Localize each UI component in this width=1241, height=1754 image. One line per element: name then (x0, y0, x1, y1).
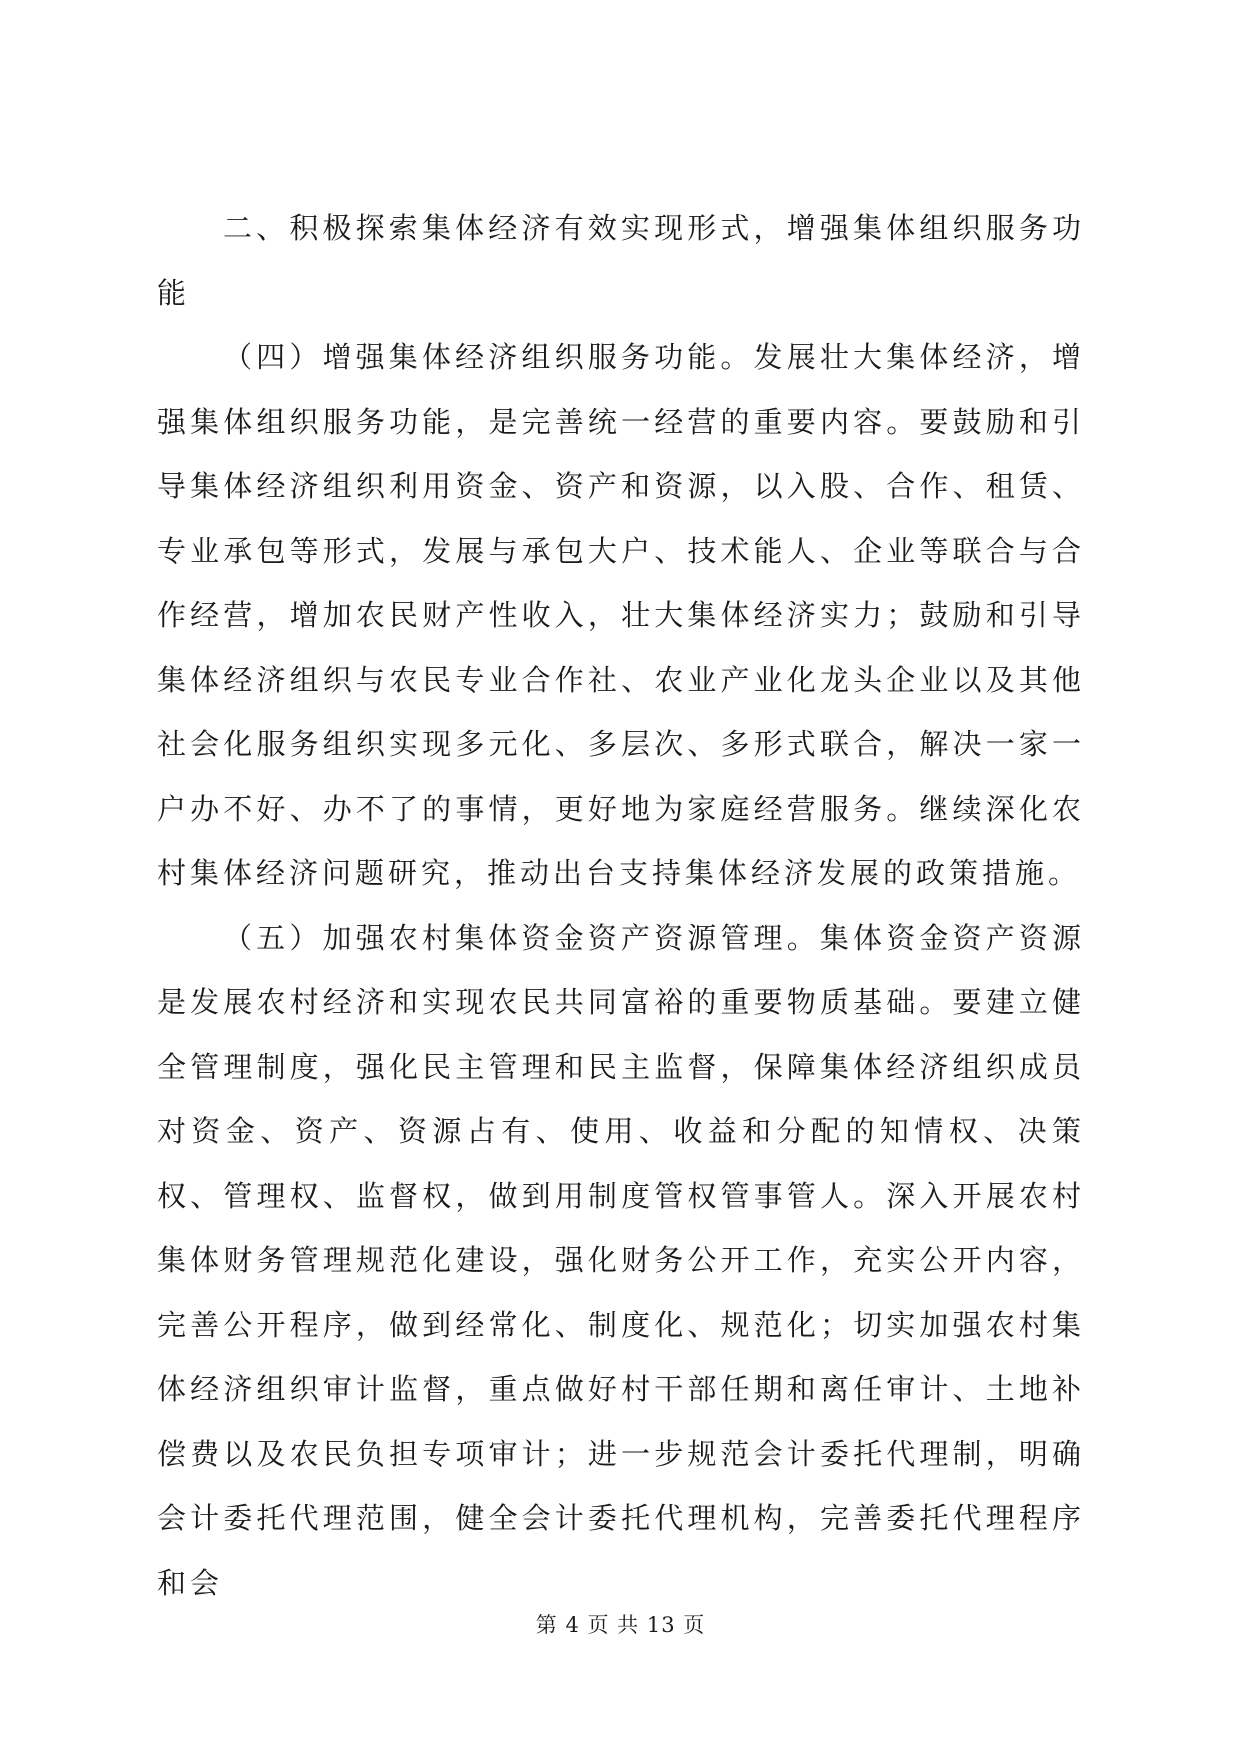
document-body (157, 196, 1085, 1615)
page-number-footer: 第 4 页 共 13 页 (535, 1613, 706, 1637)
paragraph-collective-economy-services: （四）增强集体经济组织服务功能。发展壮大集体经济，增强集体组织服务功能，是完善统一经营的重要内容。要鼓励和引导集体经济组织利用资金、资产和资源，以入股、合作、租赁、专业承包等形式，发展与承包大户、技术能人、企业等联合与合作经营，增加农民财产性收入，壮大集体经济实力；鼓励和引导集体经济组织与农民专业合作社、农业产业化龙头企业以及其他社会化服务组织实现多元化、多层次、多形式联合，解决一家一户办不好、办不了的事情，更好地为家庭经营服务。继续深化农村集体经济问题研究，推动出台支持集体经济发展的政策措施。 (157, 340, 1085, 890)
section-heading-paragraph: 二、积极探索集体经济有效实现形式，增强集体组织服务功能 (157, 211, 1085, 310)
paragraph-collective-asset-management: （五）加强农村集体资金资产资源管理。集体资金资产资源是发展农村经济和实现农民共同富裕的重要物质基础。要建立健全管理制度，强化民主管理和民主监督，保障集体经济组织成员对资金、资产、资源占有、使用、收益和分配的知情权、决策权、管理权、监督权，做到用制度管权管事管人。深入开展农村集体财务管理规范化建设，强化财务公开工作，充实公开内容，完善公开程序，做到经常化、制度化、规范化；切实加强农村集体经济组织审计监督，重点做好村干部任期和离任审计、土地补偿费以及农民负担专项审计；进一步规范会计委托代理制，明确会计委托代理范围，健全会计委托代理机构，完善委托代理程序和会 (157, 920, 1085, 1600)
